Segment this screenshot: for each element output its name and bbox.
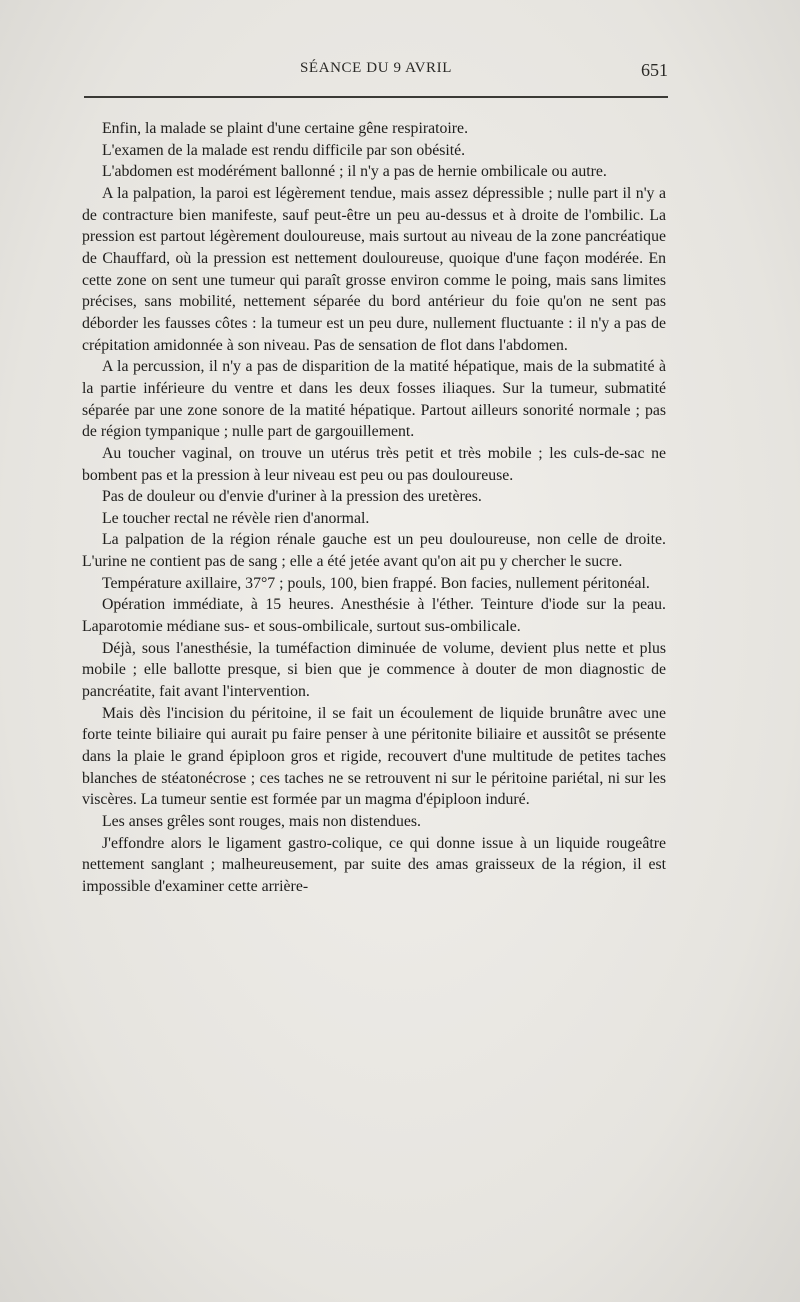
paragraph: Au toucher vaginal, on trouve un utérus très petit et très mobile ; les culs-de-sac ne bombent pas et la pression à leur niveau est peu ou pas douloureuse. bbox=[82, 444, 666, 484]
running-title: SÉANCE DU 9 AVRIL bbox=[299, 60, 453, 76]
page-number: 651 bbox=[641, 60, 668, 80]
paragraph: A la palpation, la paroi est légèrement tendue, mais assez dépressible ; nulle part il n'y a de contracture bien manifeste, sauf peut-être un peu au-dessus et à droite de l'ombilic. La pression est partout légèrement douloureuse, mais surtout au niveau de la zone pancréatique de Chauffard, où la pression est nettement douloureuse, quoique d'une façon modérée. En cette zone on sent une tumeur qui paraît grosse environ comme le poing, mais sans limites précises, sans mobilité, nettement séparée du bord antérieur du foie qu'on ne sent pas déborder les fausses côtes : la tumeur est un peu dure, nullement fluctuante : il n'y a pas de crépitation amidonnée à son niveau. Pas de sensation de flot dans l'abdomen. bbox=[82, 184, 666, 354]
paragraph: Enfin, la malade se plaint d'une certaine gêne respiratoire. bbox=[102, 120, 469, 137]
paragraph: Mais dès l'incision du péritoine, il se fait un écoulement de liquide brunâtre avec une forte teinte biliaire qui aurait pu faire penser à une péritonite biliaire et aussitôt se présente dans la plaie le grand épiploon gros et rigide, recouvert d'une multitude de petites taches blanches de stéatonécrose ; ces taches ne se retrouvent ni sur le péritoine pariétal, ni sur les viscères. La tumeur sentie est formée par un magma d'épiploon induré. bbox=[82, 704, 666, 809]
paragraph: Pas de douleur ou d'envie d'uriner à la pression des uretères. bbox=[102, 488, 482, 506]
paragraph: J'effondre alors le ligament gastro-colique, ce qui donne issue à un liquide rougeâtre nettement sanglant ; malheureusement, par suite des amas graisseux de la région, il est impossible d'examiner cette arrière- bbox=[82, 834, 666, 895]
header-rule bbox=[84, 96, 668, 98]
paragraph: La palpation de la région rénale gauche est un peu douloureuse, non celle de droite. L'urine ne contient pas de sang ; elle a été jetée avant qu'on ait pu y chercher le sucre. bbox=[82, 531, 666, 571]
paragraph: Déjà, sous l'anesthésie, la tuméfaction diminuée de volume, devient plus nette et plus mobile ; elle ballotte presque, si bien que je commence à douter de mon diagnostic de pancréatite, fait avant l'intervention. bbox=[82, 639, 666, 701]
paragraph: A la percussion, il n'y a pas de disparition de la matité hépatique, mais de la submatité à la partie inférieure du ventre et dans les deux fosses iliaques. Sur la tumeur, submatité séparée par une zone sonore de la matité hépatique. Partout ailleurs sonorité normale ; pas de région tympanique ; nulle part de gargouillement. bbox=[82, 358, 666, 441]
paragraph: L'abdomen est modérément ballonné ; il n'y a pas de hernie ombilicale ou autre. bbox=[102, 163, 607, 181]
paragraph: Les anses grêles sont rouges, mais non distendues. bbox=[102, 813, 421, 830]
page-header bbox=[84, 60, 668, 84]
paragraph: Opération immédiate, à 15 heures. Anesthésie à l'éther. Teinture d'iode sur la peau. Laparotomie médiane sus- et sous-ombilicale, surtout sus-ombilicale. bbox=[82, 596, 666, 636]
body-text bbox=[82, 118, 666, 898]
paragraph: Température axillaire, 37°7 ; pouls, 100, bien frappé. Bon facies, nullement péritonéal. bbox=[102, 574, 650, 592]
paragraph: L'examen de la malade est rendu difficile par son obésité. bbox=[102, 141, 466, 159]
paragraph: Le toucher rectal ne révèle rien d'anormal. bbox=[102, 509, 370, 527]
